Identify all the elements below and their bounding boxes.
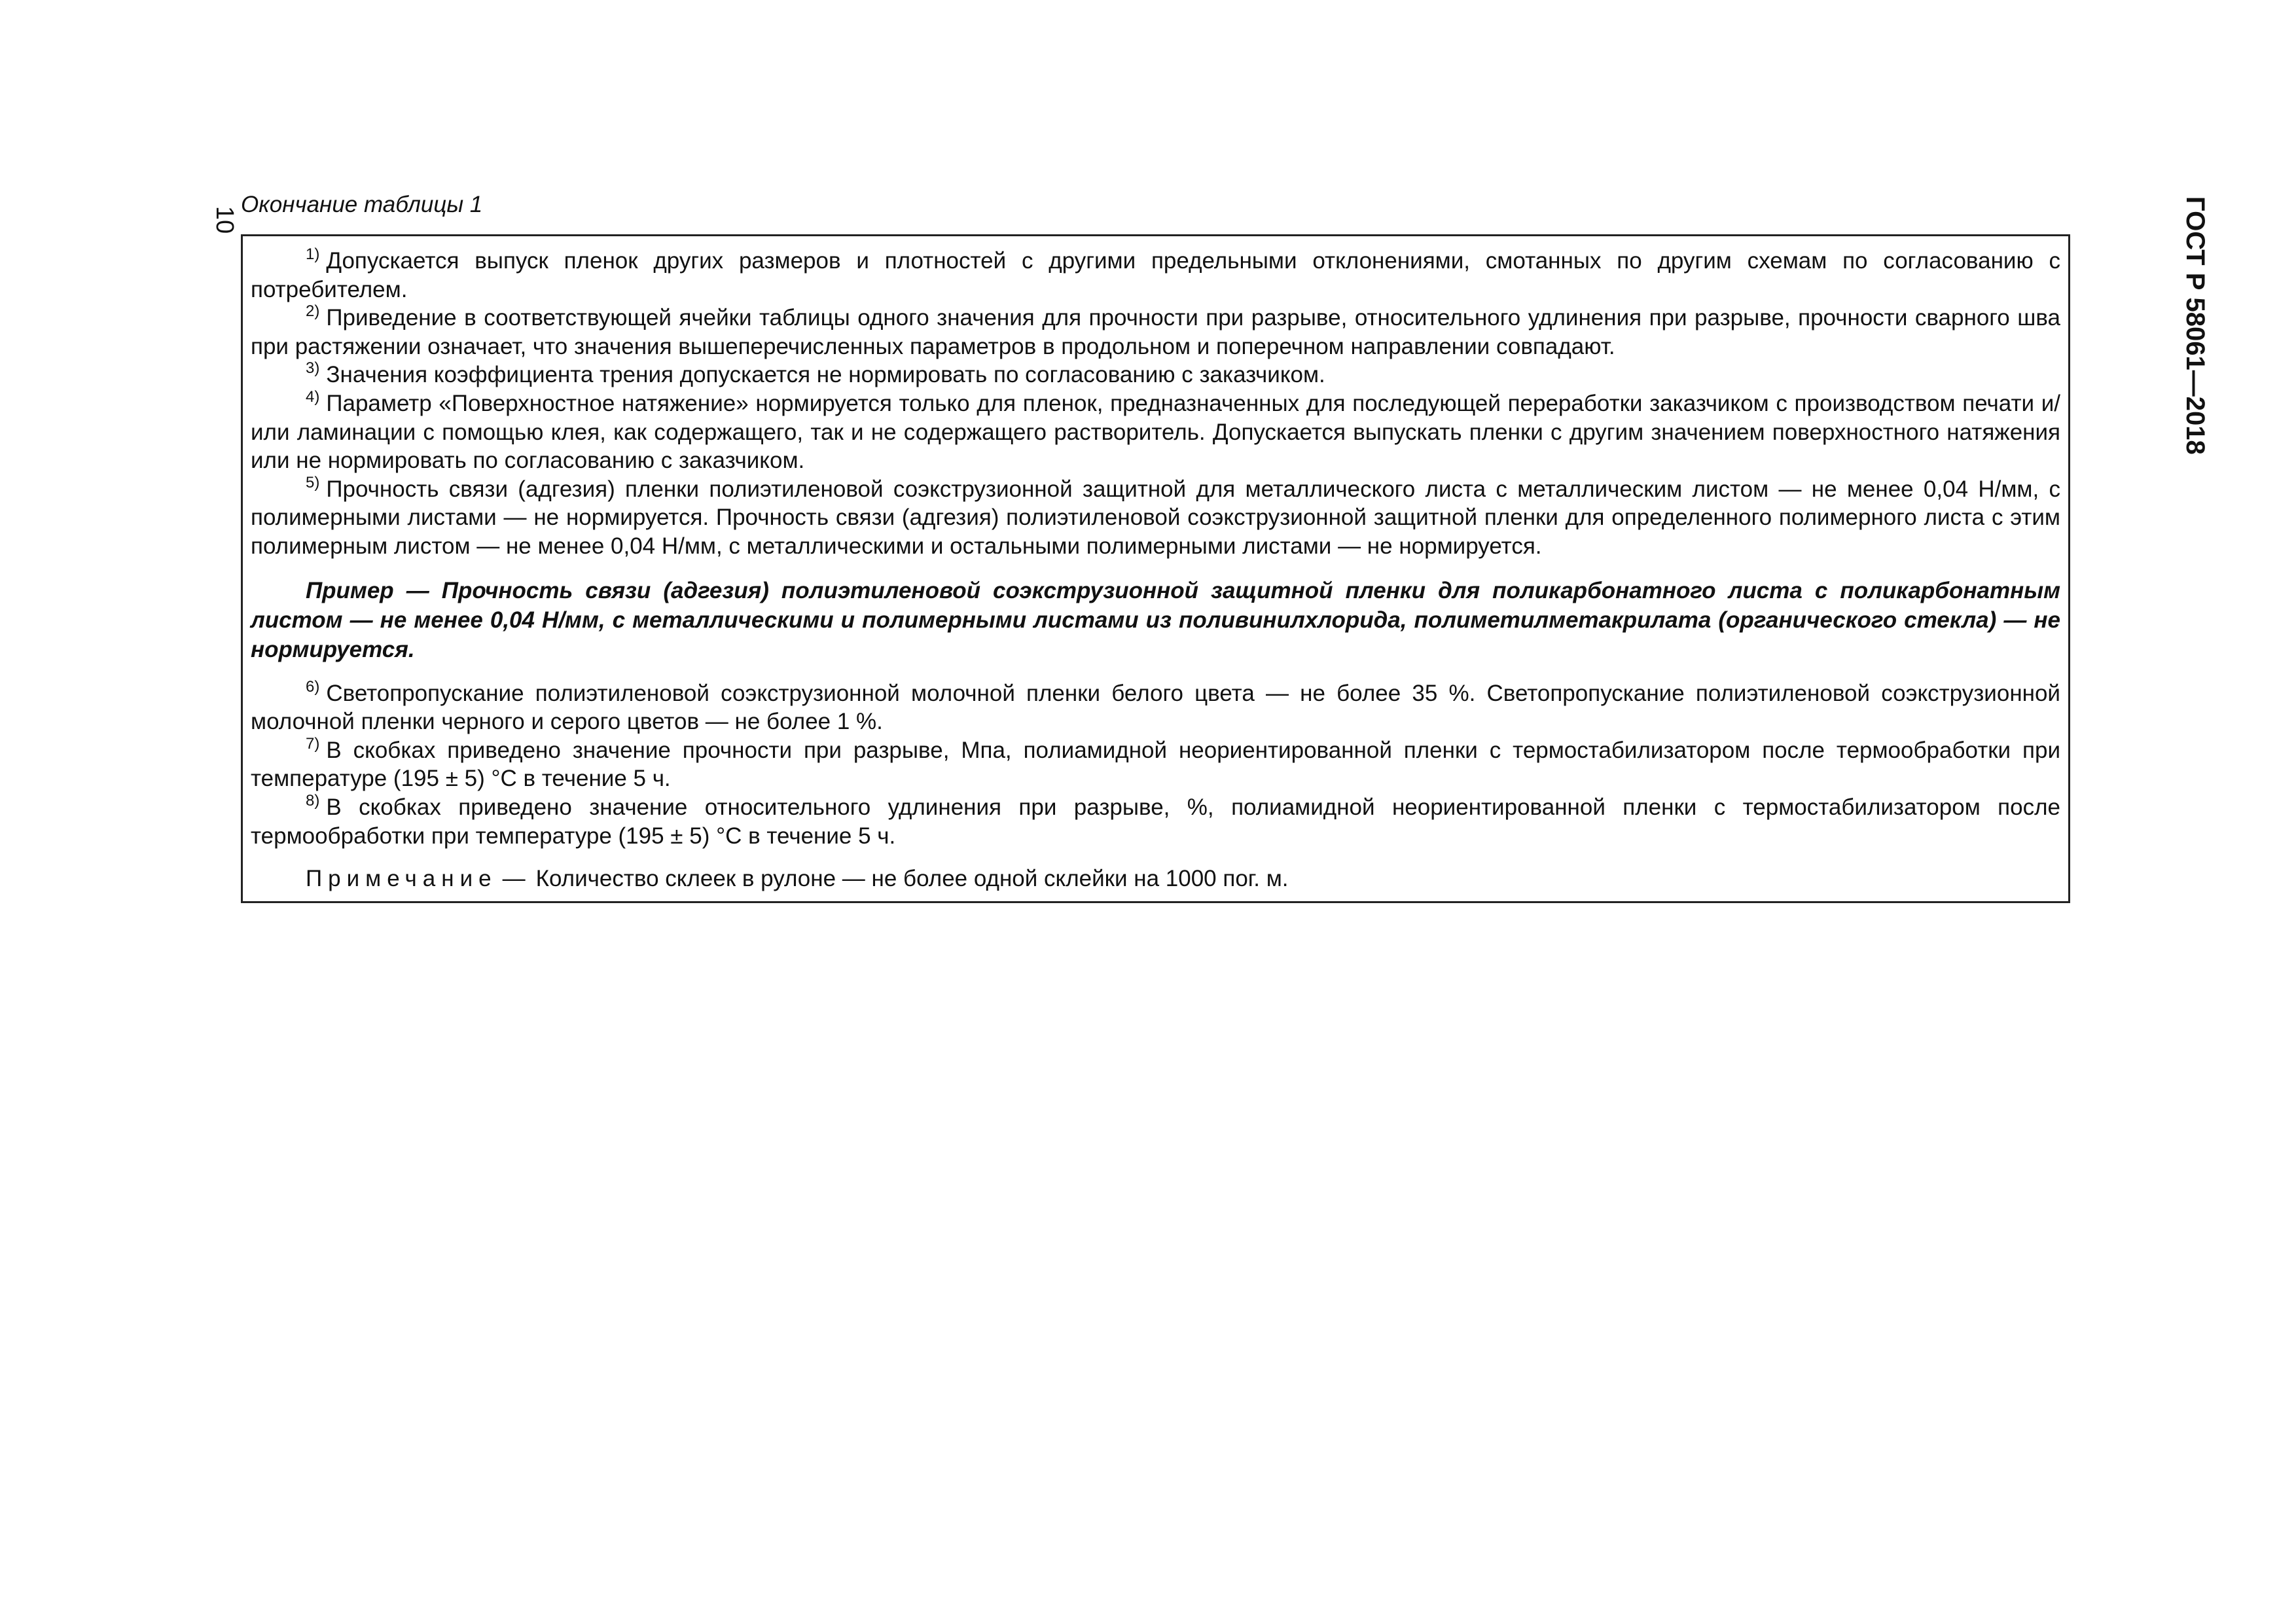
footnote-2 (251, 304, 2060, 361)
note-separator: — (502, 866, 526, 892)
footnote-4 (251, 389, 2060, 475)
page-number: 10 (211, 205, 239, 234)
note-label: Примечание (306, 866, 497, 892)
footnote-mark: 5) (306, 473, 320, 491)
note-text: Количество склеек в рулоне — не более одной склейки на 1000 пог. м. (535, 866, 1289, 892)
footnote-mark: 7) (306, 734, 320, 753)
footnote-mark: 8) (306, 791, 320, 810)
footnote-mark: 3) (306, 359, 320, 378)
standard-designation: ГОСТ Р 58061—2018 (2181, 196, 2210, 455)
footnote-text: Приведение в соответствующей ячейки таблицы одного значения для прочности при разрыве, относительного удлинения при разрыве, прочности сварного шва при растяжении означает, что значения вышеперечисленных параметров в продольном и поперечном направлении совпадают. (251, 305, 2060, 359)
footnote-7 (251, 736, 2060, 793)
footnote-text: Светопропускание полиэтиленовой соэкструзионной молочной пленки белого цвета — не более 35 %. Светопропускание полиэтиленовой соэкструзионной молочной пленки черного и серого цветов — не более 1 %. (251, 680, 2060, 735)
footnote-mark: 1) (306, 245, 320, 263)
footnote-mark: 4) (306, 387, 320, 406)
footnote-3 (251, 361, 2060, 389)
footnote-text: Прочность связи (адгезия) пленки полиэтиленовой соэкструзионной защитной для металлического листа с металлическим листом — не менее 0,04 Н/мм, с полимерными листами — не нормируется. Прочность связи (адгезия) полиэтиленовой соэкструзионной защитной пленки для определенного полимерного листа с этим полимерным листом — не менее 0,04 Н/мм, с металлическими и остальными полимерными листами — не нормируется. (251, 476, 2060, 559)
table-footnotes-box (241, 234, 2070, 903)
table-continuation-caption: Окончание таблицы 1 (241, 192, 483, 217)
footnote-text: Значения коэффициента трения допускается не нормировать по согласованию с заказчиком. (326, 362, 1325, 388)
example-paragraph: Пример — Прочность связи (адгезия) полиэтиленовой соэкструзионной защитной пленки для поликарбонатного листа с поликарбонатным листом — не менее 0,04 Н/мм, с металлическими и полимерными листами из поливинилхлорида, полиметилметакрилата (органического стекла) — не нормируется. (251, 577, 2060, 662)
footnote-1 (251, 247, 2060, 304)
footnote-5 (251, 475, 2060, 561)
footnote-text: В скобках приведено значение прочности при разрыве, Мпа, полиамидной неориентированной пленки с термостабилизатором после термообработки при температуре (195 ± 5) °С в течение 5 ч. (251, 737, 2060, 792)
footnote-text: Параметр «Поверхностное натяжение» нормируется только для пленок, предназначенных для последующей переработки заказчиком с производством печати и/или ламинации с помощью клея, как содержащего, так и не содержащего растворитель. Допускается выпускать пленки с другим значением поверхностного натяжения или не нормировать по согласованию с заказчиком. (251, 390, 2060, 474)
footnote-8 (251, 793, 2060, 850)
footnote-text: В скобках приведено значение относительного удлинения при разрыве, %, полиамидной неориентированной пленки с термостабилизатором после термообработки при температуре (195 ± 5) °С в течение 5 ч. (251, 794, 2060, 849)
footnote-6 (251, 679, 2060, 736)
footnote-text: Допускается выпуск пленок других размеров и плотностей с другими предельными отклонениями, смотанных по другим схемам по согласованию с потребителем. (251, 248, 2060, 302)
footnote-mark: 2) (306, 302, 320, 321)
table-note (251, 865, 2060, 893)
footnote-mark: 6) (306, 677, 320, 696)
